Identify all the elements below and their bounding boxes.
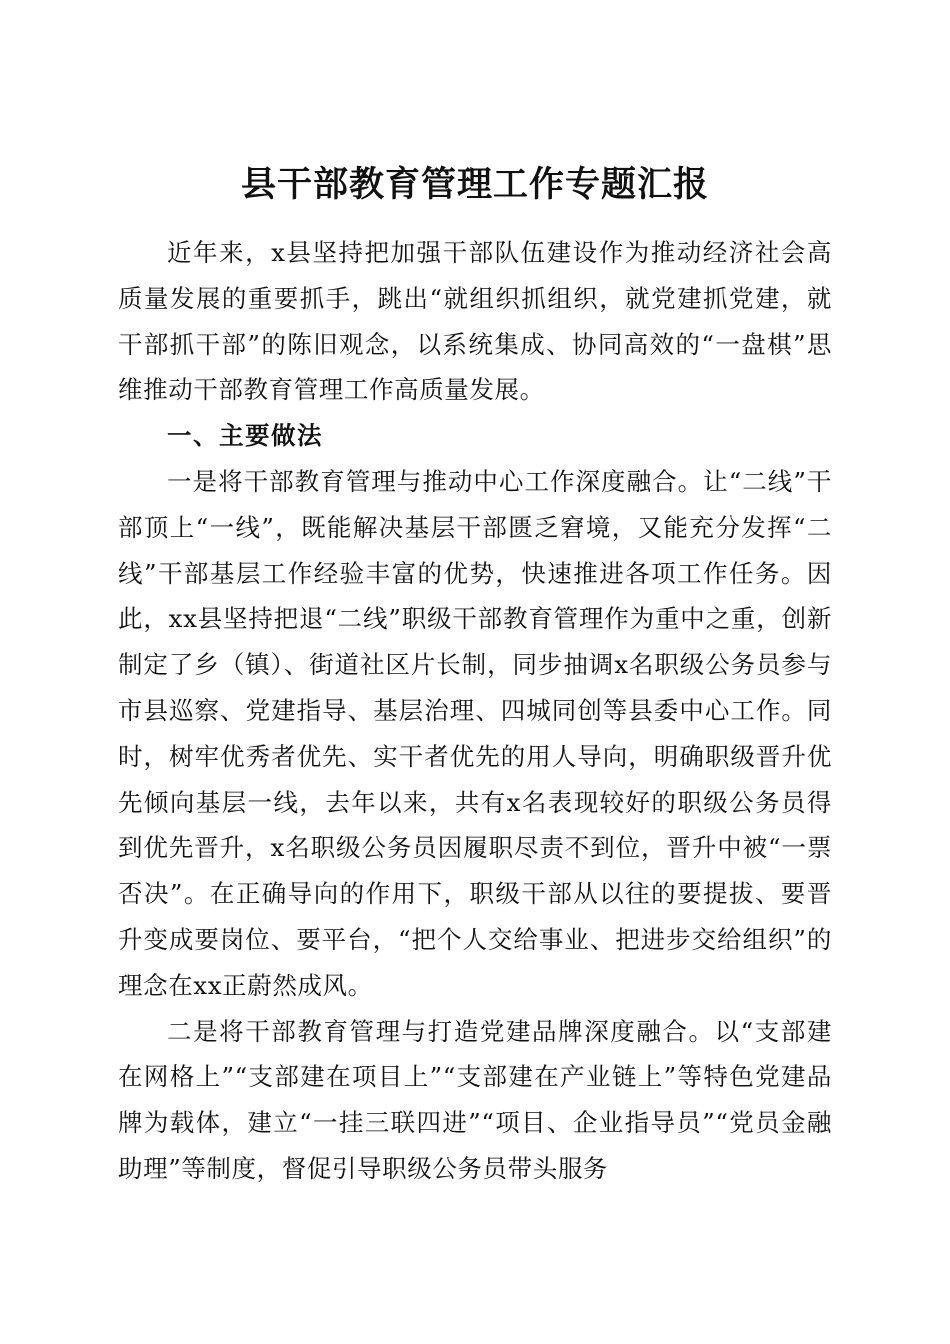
section-heading: 一、主要做法 — [167, 421, 323, 451]
body-paragraph-1: 一是将干部教育管理与推动中心工作深度融合。让“二线”干部顶上“一线”，既能解决基层干部匮乏窘境，又能充分发挥“二线”干部基层工作经验丰富的优势，快速推进各项工作任务。因此，xx县坚持把退“二线”职级干部教育管理作为重中之重，创新制定了乡（镇）、街道社区片长制，同步抽调x名职级公务员参与市县巡察、党建指导、基层治理、四城同创等县委中心工作。同时，树牢优秀者优先、实干者优先的用人导向，明确职级晋升优先倾向基层一线，去年以来，共有x名表现较好的职级公务员得到优先晋升，x名职级公务员因履职尽责不到位，晋升中被“一票否决”。在正确导向的作用下，职级干部从以往的要提拔、要晋升变成要岗位、要平台，“把个人交给事业、把进步交给组织”的理念在xx正蔚然成风。 — [118, 466, 832, 1000]
document-title: 县干部教育管理工作专题汇报 — [240, 164, 709, 206]
intro-paragraph: 近年来，x县坚持把加强干部队伍建设作为推动经济社会高质量发展的重要抓手，跳出“就组织抓组织，就党建抓党建，就干部抓干部”的陈旧观念，以系统集成、协同高效的“一盘棋”思维推动干部教育管理工作高质量发展。 — [118, 238, 832, 405]
document-body — [118, 230, 832, 1192]
body-paragraph-2: 二是将干部教育管理与打造党建品牌深度融合。以“支部建在网格上”“支部建在项目上”“支部建在产业链上”等特色党建品牌为载体，建立“一挂三联四进”“项目、企业指导员”“党员金融助理”等制度，督促引导职级公务员带头服务 — [118, 1016, 832, 1183]
